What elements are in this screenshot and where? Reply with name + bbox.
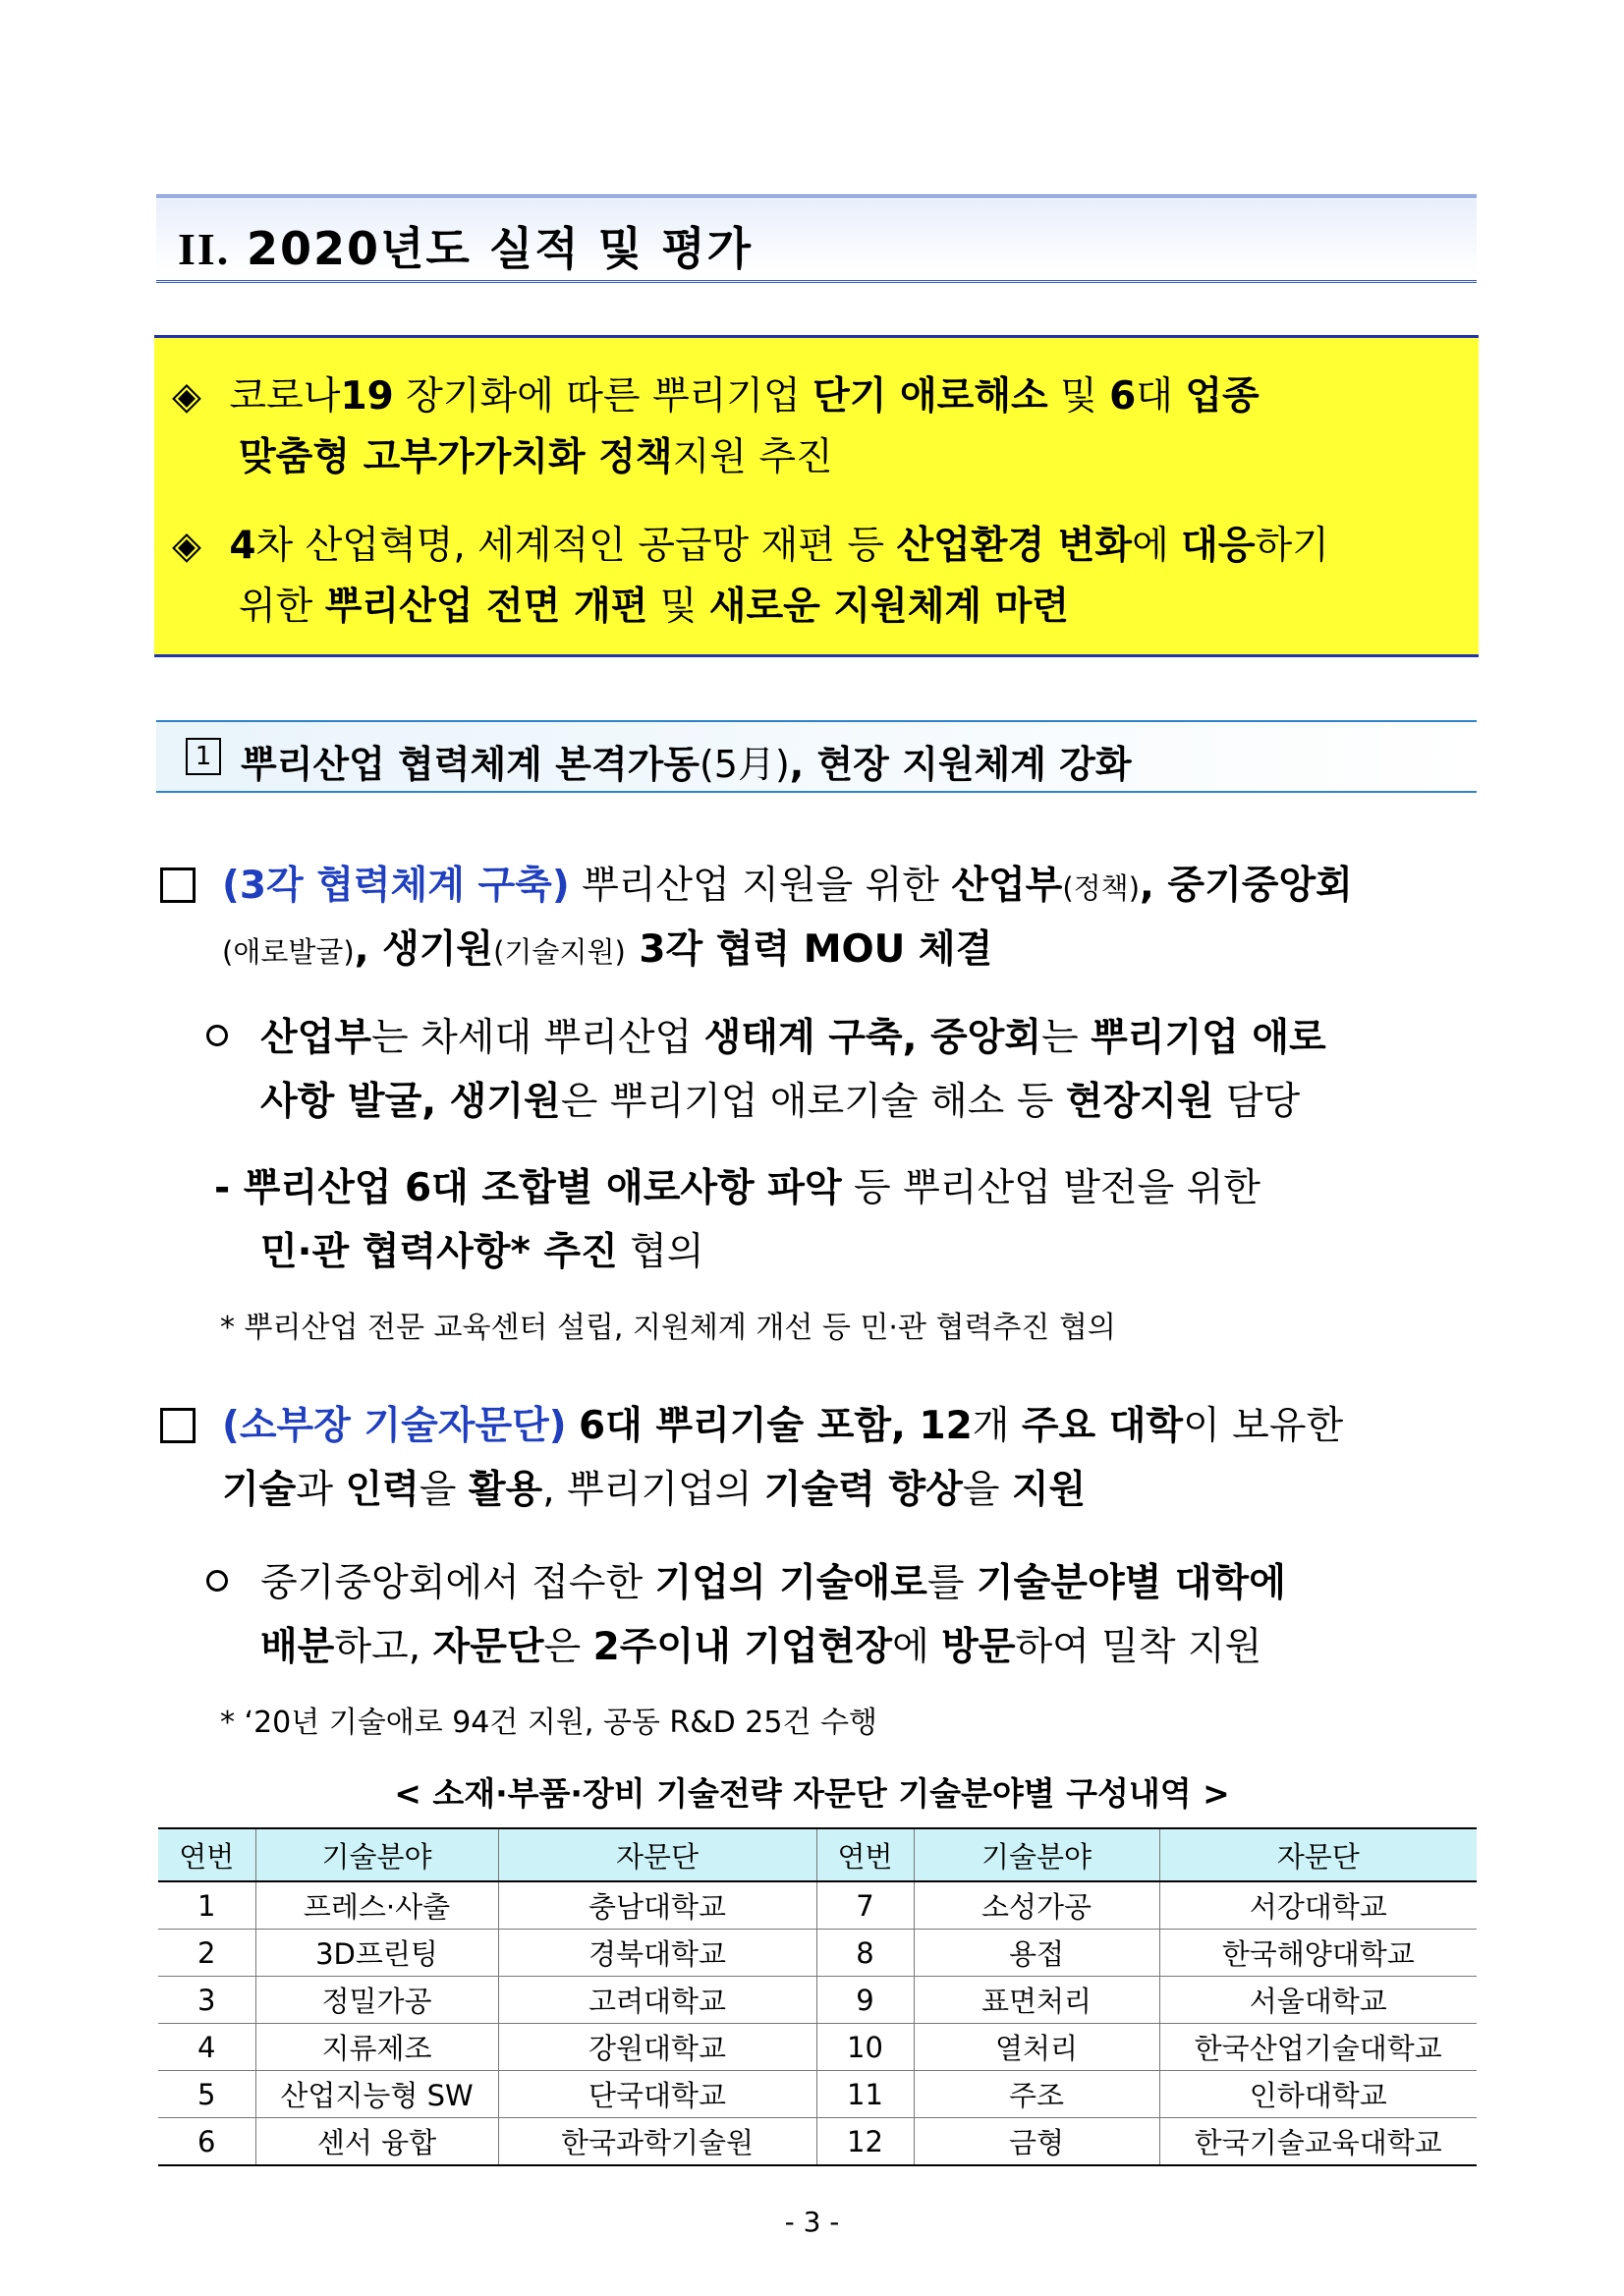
table-cell: 지류제조 [255,2024,498,2071]
table-cell: 4 [158,2024,255,2071]
text-segment: (기술지원) [493,935,626,969]
table-cell: 소성가공 [914,1881,1159,1930]
text-segment: 기업의 기술애로 [654,1561,927,1605]
text-segment: (소부장 기술자문단) [222,1404,567,1448]
text-segment: 등 뿌리산업 발전을 위한 [841,1166,1260,1210]
sec1-heading-line-1 [222,855,1353,910]
sec1-detail-line-2 [260,1221,704,1276]
summary-item-1 [172,365,1260,420]
subsection-header [156,720,1477,793]
table-cell: 6 [158,2118,255,2166]
text-segment: 6대 뿌리기술 포함 [579,1404,892,1448]
text-segment: , 생기원 [421,1080,561,1124]
text-segment: 19 [340,374,394,419]
text-segment: - [214,1166,244,1210]
text-segment: 생태계 구축 [703,1016,903,1060]
text-segment: 를 [926,1561,977,1605]
text-segment: 대응 [1181,524,1256,568]
text-segment: 뿌리산업 전면 개편 [324,585,648,629]
table-cell: 서강대학교 [1159,1881,1477,1930]
table-cell: 10 [816,2024,914,2071]
summary-line-4 [239,576,1069,631]
checkbox-square-icon [160,1408,196,1443]
text-segment: 12 [919,1404,973,1448]
text-segment: 중앙회 [929,1016,1042,1060]
diamond-bullet-icon: ◈ [172,374,201,419]
text-segment: 민·관 협력사항 [260,1230,511,1274]
section-roman-numeral: II. [178,224,231,274]
text-segment: 뿌리산업 협력체계 본격가동 [241,743,700,786]
text-segment: , 현장 지원체계 강화 [789,743,1132,786]
text-segment: 과 [296,1468,346,1512]
text-segment: 기술 [222,1468,297,1512]
text-segment: , [891,1404,920,1448]
text-segment: 은 [543,1625,593,1669]
sec2-heading-line-2 [222,1459,1086,1514]
table-cell: 정밀가공 [255,1977,498,2024]
text-segment: 활용 [468,1468,543,1512]
text-segment: 이 보유한 [1183,1404,1344,1448]
text-segment: 뿌리산업 6대 조합별 애로사항 파악 [243,1166,842,1210]
advisory-team-table [158,1827,1477,2166]
text-segment: 기술력 향상 [763,1468,963,1512]
text-segment: 을 [962,1468,1012,1512]
column-header: 연번 [816,1828,914,1881]
table-header-row [158,1828,1477,1881]
text-segment: 및 [647,585,709,629]
text-segment: 는 [1041,1016,1092,1060]
text-segment: 사항 발굴 [260,1080,422,1124]
table-cell: 용접 [914,1930,1159,1977]
text-segment: 단기 애로해소 [812,374,1048,419]
text-segment: 위한 [239,585,325,629]
text-segment: 대 [1136,374,1186,419]
table-cell: 프레스·사출 [255,1881,498,1930]
table-cell: 주조 [914,2071,1159,2118]
circle-bullet-icon [206,1570,228,1592]
table-cell: 2 [158,1930,255,1977]
text-segment: 협의 [617,1230,704,1274]
table-cell: 센서 융합 [255,2118,498,2166]
table-cell: 8 [816,1930,914,1977]
text-segment: 주요 대학 [1021,1404,1184,1448]
table-cell: 3D프린팅 [255,1930,498,1977]
section-title-box [156,195,1477,283]
text-segment: 은 뿌리기업 애로기술 해소 등 [560,1080,1066,1124]
section-title [178,213,753,278]
text-segment: 지원 [1011,1468,1087,1512]
table-row [158,1930,1477,1977]
table-body [158,1881,1477,2165]
summary-item-2 [172,515,1329,570]
text-segment: 산업부 [260,1016,372,1060]
table-caption: < 소재·부품·장비 기술전략 자문단 기술분야별 구성내역 > [394,1774,1230,1813]
text-segment: , [902,1016,930,1060]
sec1-point-line-1 [260,1007,1326,1062]
table-row [158,1881,1477,1930]
text-segment: 차 산업혁명, 세계적인 공급망 재편 등 [255,524,897,568]
text-segment: 뿌리기업 애로 [1091,1016,1326,1060]
text-segment: (애로발굴) [222,935,355,969]
text-segment: 는 차세대 뿌리산업 [371,1016,704,1060]
text-segment: 방문 [941,1625,1016,1669]
text-segment: 을 [419,1468,469,1512]
diamond-bullet-icon: ◈ [172,524,201,568]
text-segment: 하기 [1255,524,1329,568]
text-segment: 현장지원 [1065,1080,1214,1124]
table-cell: 1 [158,1881,255,1930]
text-segment: , [1140,864,1168,908]
table-cell: 한국산업기술대학교 [1159,2024,1477,2071]
table-cell: 한국기술교육대학교 [1159,2118,1477,2166]
text-segment: 산업환경 변화 [896,524,1133,568]
section-title-text: 2020년도 실적 및 평가 [246,222,754,275]
table-cell: 한국과학기술원 [498,2118,816,2166]
text-segment: 코로나 [229,374,341,419]
table-cell: 서울대학교 [1159,1977,1477,2024]
text-segment: 6 [1109,374,1137,419]
text-segment: 3각 협력 MOU 체결 [625,927,993,972]
table-cell: 금형 [914,2118,1159,2166]
table-cell: 11 [816,2071,914,2118]
subsection-number-box: 1 [186,738,221,775]
table-cell: 고려대학교 [498,1977,816,2024]
text-segment: 에 [892,1625,942,1669]
checkbox-square-icon [160,868,196,903]
text-segment: 4 [229,524,256,568]
text-segment: 2주이내 기업현장 [592,1625,893,1669]
table-row [158,2024,1477,2071]
table-cell: 표면처리 [914,1977,1159,2024]
table-cell: 인하대학교 [1159,2071,1477,2118]
summary-line-2 [239,426,833,481]
sec1-footnote: * 뿌리산업 전문 교육센터 설립, 지원체계 개선 등 민·관 협력추진 협의 [220,1311,1116,1345]
text-segment: 중기중앙회 [1167,864,1353,908]
text-segment: 맞춤형 고부가가치화 정책 [239,435,673,479]
text-segment: 지원 추진 [672,435,833,479]
text-segment: , 뿌리기업의 [542,1468,764,1512]
text-segment: 산업부 [951,864,1063,908]
subsection-title [241,734,1132,788]
text-segment: 업종 [1185,374,1260,419]
table-cell: 한국해양대학교 [1159,1930,1477,1977]
table-cell: 5 [158,2071,255,2118]
text-segment: 배분 [260,1625,335,1669]
table-cell: 7 [816,1881,914,1930]
text-segment: 장기화에 따른 뿌리기업 [393,374,813,419]
sec1-heading-line-2 [222,919,992,974]
text-segment: (5月) [699,743,790,786]
text-segment: 기술분야별 대학에 [976,1561,1286,1605]
text-segment: 인력 [345,1468,420,1512]
column-header: 기술분야 [914,1828,1159,1881]
text-segment: 중기중앙회에서 접수한 [260,1561,655,1605]
text-segment: 담당 [1213,1080,1301,1124]
page-number: - 3 - [784,2206,840,2238]
sec1-point-line-2 [260,1071,1300,1126]
text-segment: 에 [1132,524,1182,568]
table-cell: 단국대학교 [498,2071,816,2118]
text-segment: 하고, [334,1625,433,1669]
table-cell: 12 [816,2118,914,2166]
text-segment: 새로운 지원체계 마련 [708,585,1070,629]
sec1-detail-line-1 [214,1157,1260,1212]
text-segment: 자문단 [432,1625,544,1669]
text-segment: 뿌리산업 지원을 위한 [569,864,952,908]
sec2-heading-line-1 [222,1395,1343,1450]
text-segment: , 생기원 [354,927,494,972]
text-segment: 하여 밀착 지원 [1015,1625,1262,1669]
table-cell: 열처리 [914,2024,1159,2071]
table-row [158,2118,1477,2166]
summary-line-1 [229,374,1259,419]
text-segment: 및 [1047,374,1110,419]
summary-box [154,335,1479,657]
column-header: 연번 [158,1828,255,1881]
text-segment: 개 [972,1404,1022,1448]
summary-line-3 [229,524,1328,568]
table-cell: 강원대학교 [498,2024,816,2071]
text-segment: 추진 [530,1230,618,1274]
column-header: 기술분야 [255,1828,498,1881]
text-segment: (3각 협력체계 구축) [222,864,570,908]
table-cell: 9 [816,1977,914,2024]
column-header: 자문단 [1159,1828,1477,1881]
sec2-point-line-1 [260,1552,1286,1607]
text-segment: * [510,1230,531,1274]
circle-bullet-icon [206,1025,228,1046]
sec2-point-line-2 [260,1616,1261,1671]
sec2-footnote: * ‘20년 기술애로 94건 지원, 공동 R&D 25건 수행 [220,1706,877,1740]
text-segment [567,1404,579,1448]
column-header: 자문단 [498,1828,816,1881]
table-cell: 충남대학교 [498,1881,816,1930]
table-cell: 산업지능형 SW [255,2071,498,2118]
table-cell: 경북대학교 [498,1930,816,1977]
table-cell: 3 [158,1977,255,2024]
table-row [158,2071,1477,2118]
text-segment: (정책) [1062,871,1141,905]
table-row [158,1977,1477,2024]
